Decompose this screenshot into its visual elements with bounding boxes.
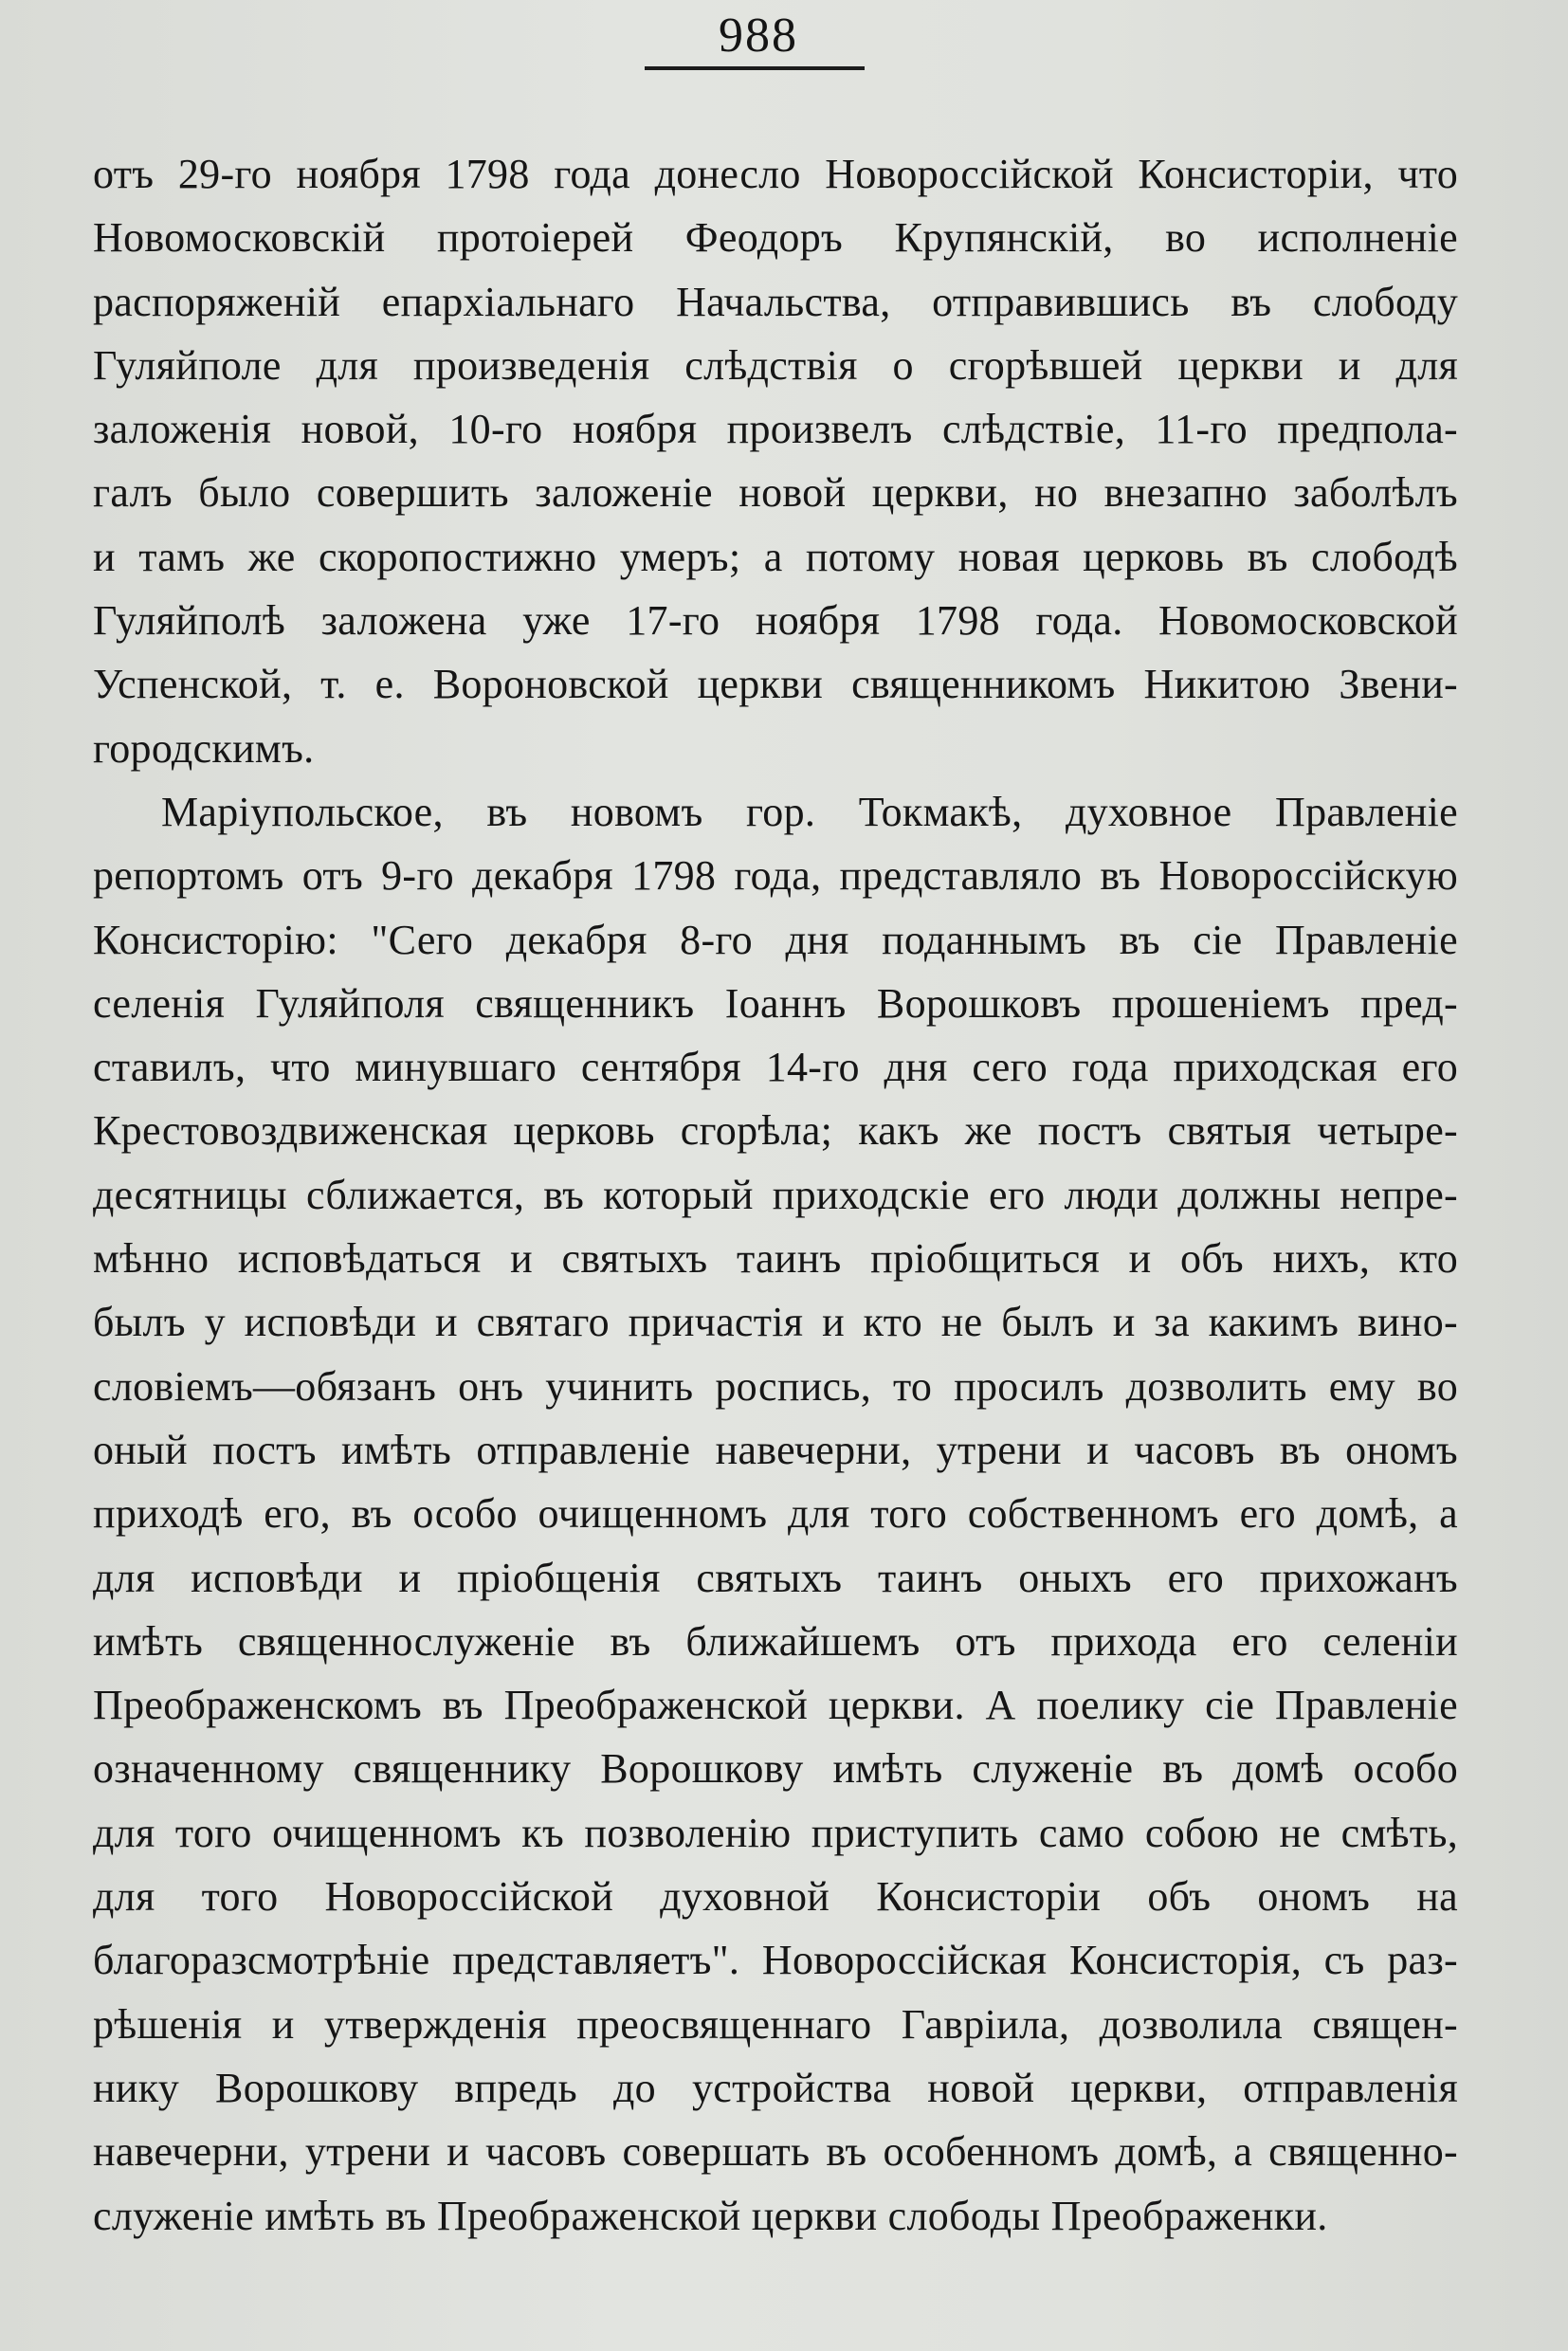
text-line: для исповѣди и пріобщенія святыхъ таинъ оныхъ его прихожанъ <box>93 1554 1458 1601</box>
text-line: Маріупольское, въ новомъ гор. Токмакѣ, духовное Правленіе <box>161 788 1458 835</box>
text-line: Преображенскомъ въ Преображенской церкви. А поелику сіе Правленіе <box>93 1682 1458 1729</box>
text-line: Гуляйполѣ заложена уже 17-го ноября 1798 года. Новомосковской <box>93 597 1458 645</box>
body-text <box>93 142 1458 2248</box>
text-line: былъ у исповѣди и святаго причастія и кто не былъ и за какимъ вино- <box>93 1299 1458 1346</box>
page-number: 988 <box>719 9 798 63</box>
paragraph <box>93 780 1458 2248</box>
text-line: благоразсмотрѣніе представляетъ". Новороссійская Консисторія, съ раз- <box>93 1937 1458 1984</box>
text-line: и тамъ же скоропостижно умеръ; а потому новая церковь въ слободѣ <box>93 533 1458 580</box>
text-line: оный постъ имѣть отправленіе навечерни, утрени и часовъ въ ономъ <box>93 1426 1458 1473</box>
text-line: селенія Гуляйполя священникъ Іоаннъ Ворошковъ прошеніемъ пред- <box>93 979 1458 1027</box>
text-line: Крестовоздвиженская церковь сгорѣла; какъ же постъ святыя четыре- <box>93 1107 1458 1155</box>
text-line: Успенской, т. е. Вороновской церкви священникомъ Никитою Звени- <box>93 661 1458 708</box>
text-line: имѣть священнослуженіе въ ближайшемъ отъ прихода его селеніи <box>93 1617 1458 1665</box>
text-line: служеніе имѣть въ Преображенской церкви слободы Преображенки. <box>93 2192 1328 2239</box>
text-line: словіемъ—обязанъ онъ учинить роспись, то просилъ дозволить ему во <box>93 1362 1458 1410</box>
text-line: десятницы сближается, въ который приходскіе его люди должны непре- <box>93 1171 1458 1218</box>
text-line: нику Ворошкову впредь до устройства новой церкви, отправленія <box>93 2064 1458 2111</box>
text-line: означенному священнику Ворошкову имѣть служеніе въ домѣ особо <box>93 1745 1458 1793</box>
text-line: отъ 29-го ноября 1798 года донесло Новороссійской Консисторіи, что <box>93 151 1458 197</box>
paragraph <box>93 142 1458 780</box>
text-line: навечерни, утрени и часовъ совершать въ особенномъ домѣ, а священно- <box>93 2128 1458 2176</box>
text-line: городскимъ. <box>93 724 315 772</box>
text-line: приходѣ его, въ особо очищенномъ для того собственномъ его домѣ, а <box>93 1490 1458 1538</box>
text-line: галъ было совершить заложеніе новой церкви, но внезапно заболѣлъ <box>93 469 1458 517</box>
header-rule <box>645 66 865 70</box>
text-line: заложенія новой, 10-го ноября произвелъ слѣдствіе, 11-го предпола- <box>93 406 1458 453</box>
text-line: распоряженій епархіальнаго Начальства, отправившись въ слободу <box>93 278 1458 325</box>
text-line: ставилъ, что минувшаго сентября 14-го дня сего года приходская его <box>93 1044 1458 1091</box>
text-line: мѣнно исповѣдаться и святыхъ таинъ пріобщиться и объ нихъ, кто <box>93 1235 1458 1283</box>
text-line: рѣшенія и утвержденія преосвященнаго Гавріила, дозволила священ- <box>93 2000 1458 2048</box>
text-line: Гуляйполе для произведенія слѣдствія о сгорѣвшей церкви и для <box>93 341 1458 389</box>
text-line: Консисторію: "Сего декабря 8-го дня поданнымъ въ сіе Правленіе <box>93 916 1458 963</box>
text-line: для того очищенномъ къ позволенію приступить само собою не смѣть, <box>93 1809 1458 1856</box>
text-line: репортомъ отъ 9-го декабря 1798 года, представляло въ Новороссійскую <box>93 852 1458 900</box>
text-line: Новомосковскій протоіерей Феодоръ Крупянскій, во исполненіе <box>93 214 1458 262</box>
text-line: для того Новороссійской духовной Консисторіи объ ономъ на <box>93 1873 1458 1921</box>
